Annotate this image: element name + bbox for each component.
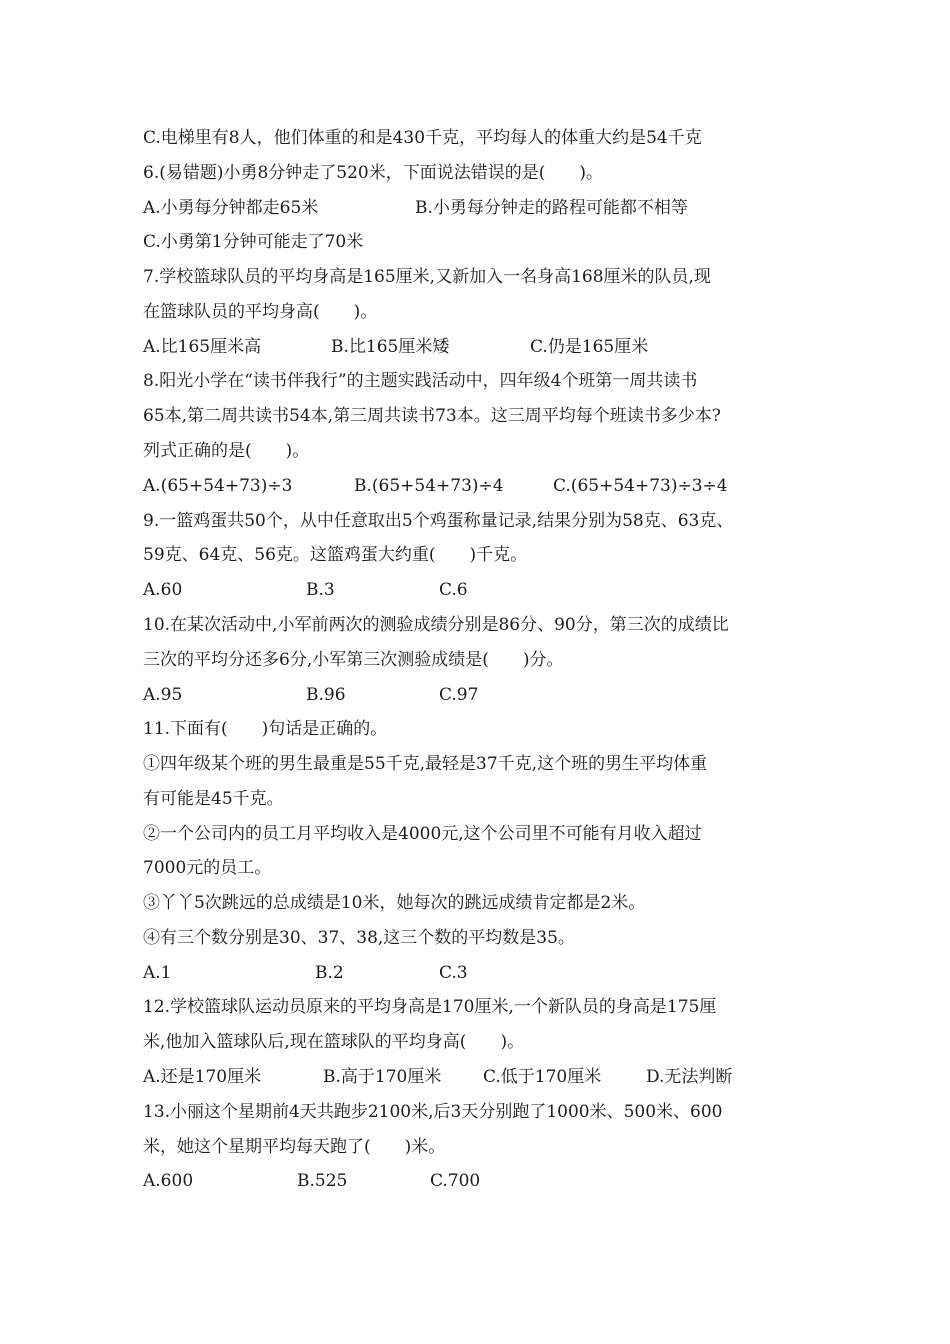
q6-option-b: B.小勇每分钟走的路程可能都不相等 [415, 198, 688, 218]
q7-option-c: C.仍是165厘米 [530, 337, 649, 357]
q11-statement-3: ③丫丫5次跳远的总成绩是10米，她每次的跳远成绩肯定都是2米。 [143, 893, 646, 913]
q11-stem: 11.下面有( )句话是正确的。 [143, 719, 388, 739]
q8-option-c: C.(65+54+73)÷3÷4 [553, 476, 728, 496]
q7-stem-line-1: 7.学校篮球队员的平均身高是165厘米,又新加入一名身高168厘米的队员,现 [143, 267, 711, 287]
q9-option-a: A.60 [143, 580, 183, 600]
q5-option-c: C.电梯里有8人，他们体重的和是430千克，平均每人的体重大约是54千克 [143, 128, 702, 148]
q8-option-b: B.(65+54+73)÷4 [354, 476, 504, 496]
q11-option-a: A.1 [143, 963, 172, 983]
q11-statement-4: ④有三个数分别是30、37、38,这三个数的平均数是35。 [143, 928, 575, 948]
q7-stem-line-2: 在篮球队员的平均身高( )。 [143, 302, 378, 322]
q6-option-a: A.小勇每分钟都走65米 [143, 198, 319, 218]
q8-option-a: A.(65+54+73)÷3 [143, 476, 293, 496]
q13-option-a: A.600 [143, 1171, 194, 1191]
q13-stem-line-1: 13.小丽这个星期前4天共跑步2100米,后3天分别跑了1000米、500米、600 [143, 1102, 723, 1122]
q10-stem-line-1: 10.在某次活动中,小军前两次的测验成绩分别是86分、90分，第三次的成绩比 [143, 615, 729, 635]
q11-statement-2-line-2: 7000元的员工。 [143, 858, 272, 878]
q7-option-b: B.比165厘米矮 [331, 337, 450, 357]
q12-option-a: A.还是170厘米 [143, 1067, 262, 1087]
q10-option-b: B.96 [306, 685, 346, 705]
q6-stem: 6.(易错题)小勇8分钟走了520米，下面说法错误的是( )。 [143, 163, 604, 183]
q12-stem-line-1: 12.学校篮球队运动员原来的平均身高是170厘米,一个新队员的身高是175厘 [143, 997, 717, 1017]
q9-stem-line-1: 9.一篮鸡蛋共50个，从中任意取出5个鸡蛋称量记录,结果分别为58克、63克、 [143, 511, 734, 531]
q10-option-c: C.97 [439, 685, 479, 705]
q13-stem-line-2: 米，她这个星期平均每天跑了( )米。 [143, 1137, 446, 1157]
q9-option-c: C.6 [439, 580, 468, 600]
q9-stem-line-2: 59克、64克、56克。这篮鸡蛋大约重( )千克。 [143, 545, 528, 565]
q8-stem-line-3: 列式正确的是( )。 [143, 441, 310, 461]
q10-stem-line-2: 三次的平均分还多6分,小军第三次测验成绩是( )分。 [143, 650, 564, 670]
q12-option-c: C.低于170厘米 [483, 1067, 602, 1087]
q11-statement-1-line-1: ①四年级某个班的男生最重是55千克,最轻是37千克,这个班的男生平均体重 [143, 754, 708, 774]
q11-option-b: B.2 [315, 963, 344, 983]
q12-option-d: D.无法判断 [646, 1067, 733, 1087]
q13-option-b: B.525 [297, 1171, 348, 1191]
q6-option-c: C.小勇第1分钟可能走了70米 [143, 232, 364, 252]
q13-option-c: C.700 [430, 1171, 481, 1191]
q8-stem-line-2: 65本,第二周共读书54本,第三周共读书73本。这三周平均每个班读书多少本? [143, 406, 721, 426]
q8-stem-line-1: 8.阳光小学在“读书伴我行”的主题实践活动中，四年级4个班第一周共读书 [143, 371, 698, 391]
q11-statement-2-line-1: ②一个公司内的员工月平均收入是4000元,这个公司里不可能有月收入超过 [143, 824, 702, 844]
q12-stem-line-2: 米,他加入篮球队后,现在篮球队的平均身高( )。 [143, 1032, 525, 1052]
q9-option-b: B.3 [306, 580, 335, 600]
q11-statement-1-line-2: 有可能是45千克。 [143, 789, 284, 809]
q12-option-b: B.高于170厘米 [323, 1067, 442, 1087]
q11-option-c: C.3 [439, 963, 468, 983]
q7-option-a: A.比165厘米高 [143, 337, 262, 357]
q10-option-a: A.95 [143, 685, 183, 705]
